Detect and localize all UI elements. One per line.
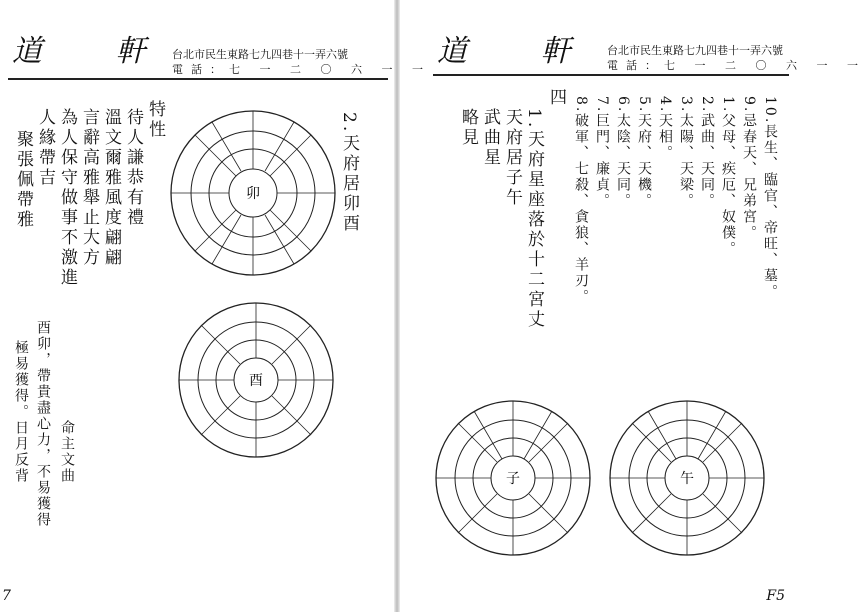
list-item: 6.太陰、天同。	[615, 96, 631, 210]
text-line: 人緣帶吉	[35, 108, 55, 188]
list-item: 3.太陽、天梁。	[678, 96, 694, 210]
header-address: 台北市民生東路七九四巷十一弄六號	[172, 48, 348, 61]
text-line: 待人謙恭有禮	[123, 108, 143, 228]
page-number: F5	[766, 588, 785, 604]
list-item: 2.武曲、天同。	[699, 96, 715, 210]
section-line: 天府居子午	[502, 108, 522, 208]
logo: 道 軒	[437, 34, 603, 69]
header-phone: 電話：七 一 二 〇 六 一 一	[172, 63, 431, 76]
list-item: 10.長生、臨官、帝旺、墓。	[762, 96, 778, 301]
logo: 道 軒	[12, 34, 178, 69]
section-title: 四	[546, 88, 566, 108]
section-heading: 2.天府居卯酉	[339, 112, 359, 235]
header-address: 台北市民生東路七九四巷十一弄六號	[607, 44, 783, 57]
section-line: 略見	[458, 108, 478, 148]
chart-center-label: 酉	[249, 373, 263, 389]
list-item: 9.忌春天、兄弟宮。	[741, 96, 757, 242]
chart-center-label: 午	[680, 471, 694, 487]
astrology-wheel-chart	[433, 398, 593, 558]
header-rule	[433, 74, 789, 76]
list-item: 5.天府、天機。	[636, 96, 652, 210]
text-line: 命主文曲	[59, 420, 75, 484]
section-line: 1.天府星座落於十二宮丈	[524, 108, 544, 331]
header-phone: 電話：七 一 二 〇 六 一 一	[607, 59, 866, 72]
right-page	[397, 0, 866, 612]
text-line: 特性	[145, 100, 165, 140]
astrology-wheel-chart	[168, 108, 338, 278]
text-line: 言辭高雅舉止大方	[79, 108, 99, 268]
note-line: 酉卯，帶貴盡心力，不易獲得	[35, 320, 51, 528]
chart-center-label: 子	[506, 471, 520, 487]
text-line: 聚張佩帶雅	[13, 130, 33, 230]
text-line: 為人保守做事不激進	[57, 108, 77, 288]
page-number: 7	[2, 588, 11, 604]
note-line: 極易獲得。日月反背	[13, 340, 29, 484]
header-rule	[8, 78, 388, 80]
left-page	[0, 0, 431, 612]
list-item: 7.巨門、廉貞。	[594, 96, 610, 210]
list-item: 1.父母、疾厄、奴僕。	[720, 96, 736, 258]
section-line: 武曲星	[480, 108, 500, 168]
chart-center-label: 卯	[246, 186, 260, 202]
list-item: 8.破軍、七殺、貪狼、羊刃。	[573, 96, 589, 306]
astrology-wheel-chart	[607, 398, 767, 558]
list-item: 4.天相。	[657, 96, 673, 162]
text-line: 溫文爾雅風度翩翩	[101, 108, 121, 268]
astrology-wheel-chart	[176, 300, 336, 460]
